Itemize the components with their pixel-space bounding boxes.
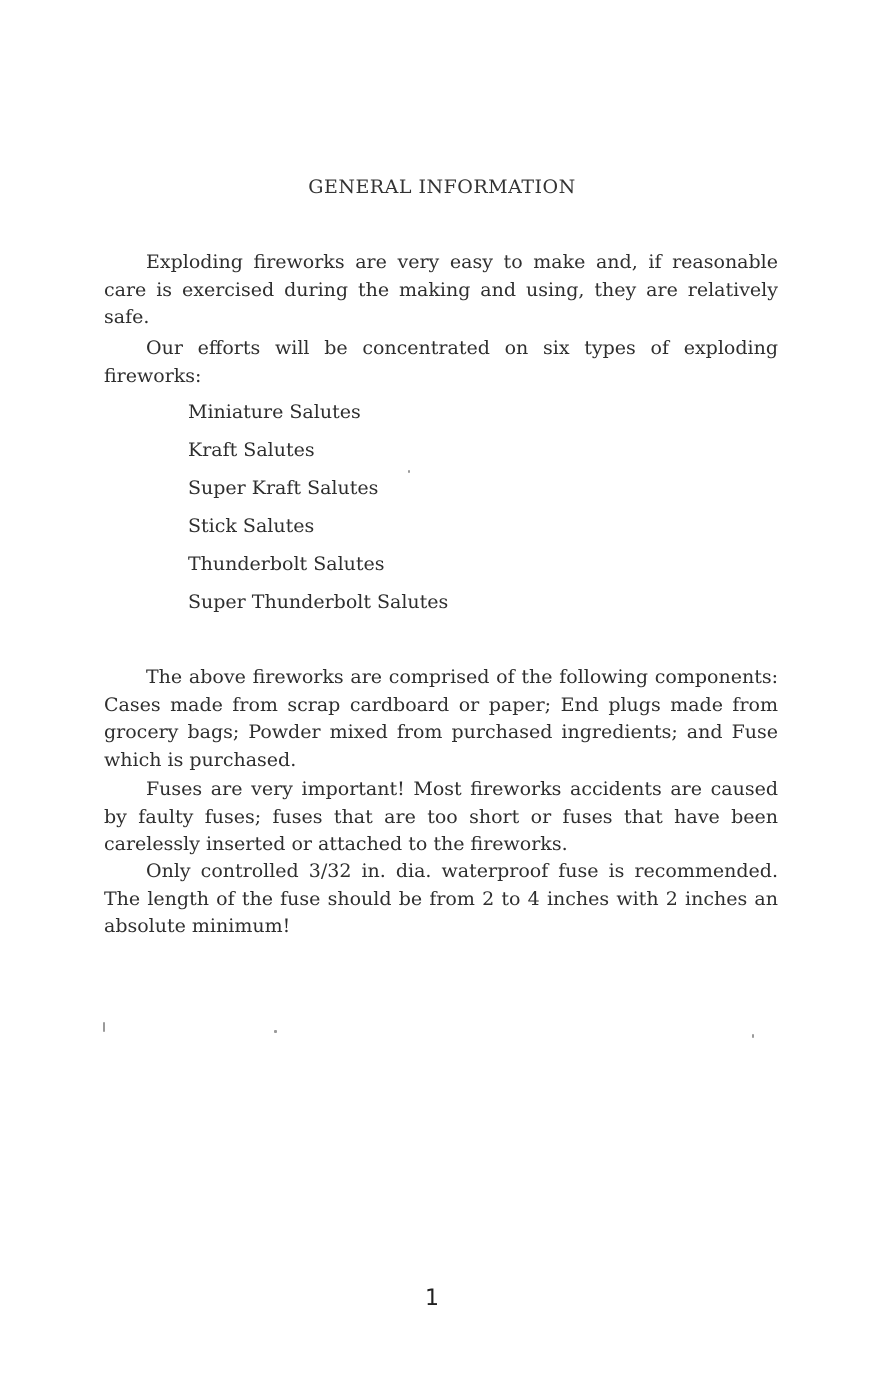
scan-speck bbox=[103, 1022, 105, 1032]
paragraph-components: The above fireworks are comprised of the following components: Cases made from scrap cardboard or paper; End plugs made from grocery bags; Powder mixed from purchased ingredients; and Fuse which is purchased. bbox=[104, 666, 778, 771]
scan-speck bbox=[408, 470, 410, 473]
page-number: 1 bbox=[425, 1286, 439, 1311]
firework-types-list bbox=[188, 398, 448, 626]
list-item: Super Kraft Salutes bbox=[188, 477, 379, 499]
scan-speck bbox=[274, 1030, 277, 1033]
paragraph-intro: Exploding fireworks are very easy to make and, if reasonable care is exercised during the making and using, they are relatively safe. bbox=[104, 251, 778, 328]
page-title: GENERAL INFORMATION bbox=[308, 176, 576, 198]
paragraph-fuses: Fuses are very important! Most fireworks accidents are caused by faulty fuses; fuses that are too short or fuses that have been carelessly inserted or attached to the fireworks. bbox=[104, 778, 778, 855]
list-item: Stick Salutes bbox=[188, 515, 315, 537]
list-item: Kraft Salutes bbox=[188, 439, 315, 461]
list-item: Miniature Salutes bbox=[188, 401, 361, 423]
list-item: Thunderbolt Salutes bbox=[188, 553, 385, 575]
scan-speck bbox=[752, 1034, 754, 1038]
list-item: Super Thunderbolt Salutes bbox=[188, 591, 449, 613]
paragraph-types-intro: Our efforts will be concentrated on six types of exploding fireworks: bbox=[104, 337, 778, 387]
paragraph-fuse-spec: Only controlled 3/32 in. dia. waterproof fuse is recommended. The length of the fuse should be from 2 to 4 inches with 2 inches an absolute minimum! bbox=[104, 860, 778, 937]
